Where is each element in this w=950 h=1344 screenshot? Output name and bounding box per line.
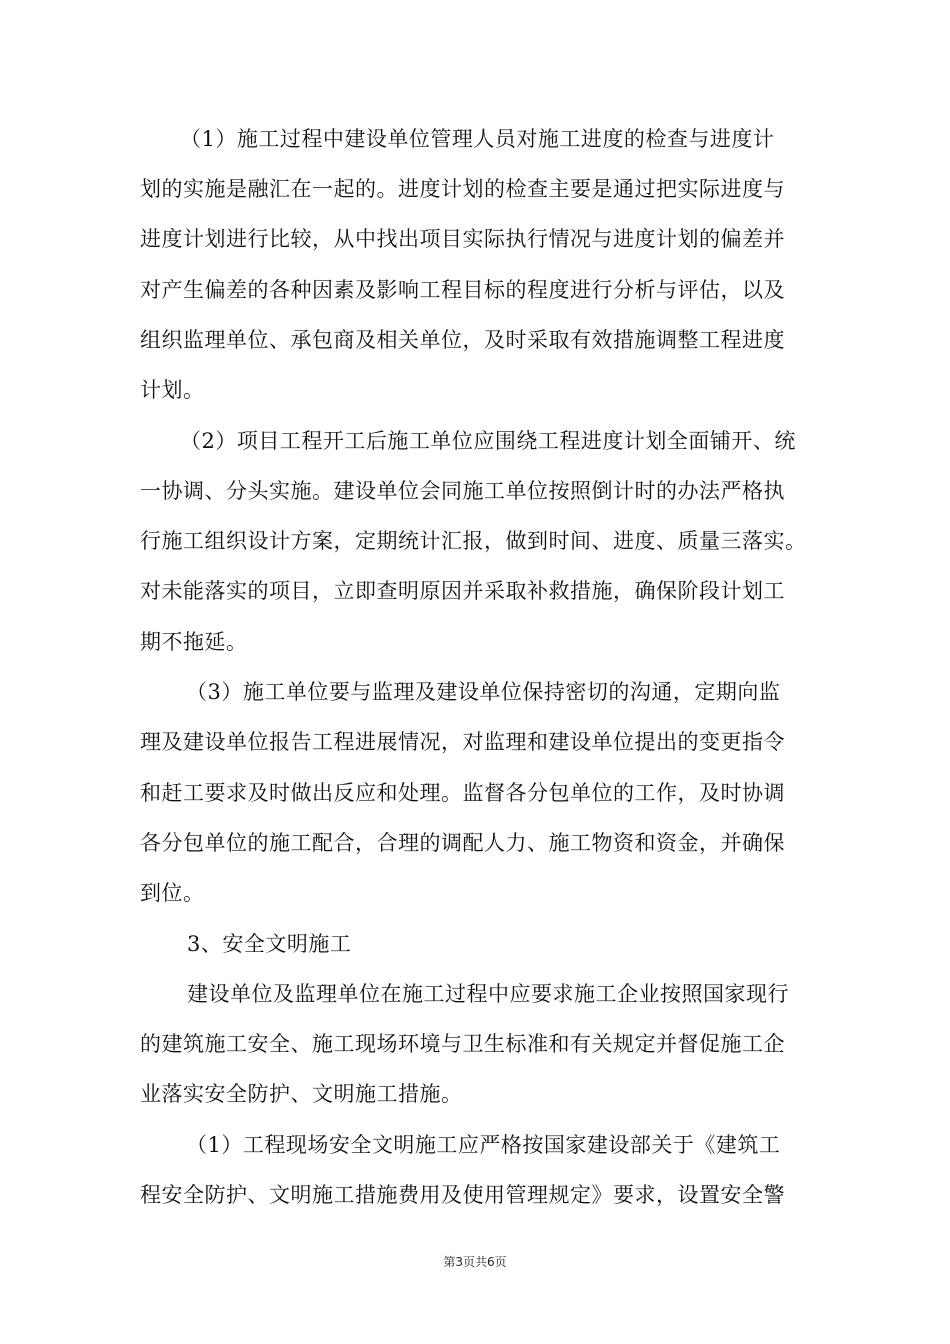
paragraph-line: （3）施工单位要与监理及建设单位保持密切的沟通，定期向监 <box>186 680 781 704</box>
paragraph-line: 划的实施是融汇在一起的。进度计划的检查主要是通过把实际进度与 <box>140 177 785 201</box>
paragraph-line: 和赶工要求及时做出反应和处理。监督各分包单位的工作，及时协调 <box>140 781 785 805</box>
paragraph-line: （1）施工过程中建设单位管理人员对施工进度的检查与进度计 <box>180 127 775 151</box>
paragraph-line: 各分包单位的施工配合，合理的调配人力、施工物资和资金，并确保 <box>140 831 785 855</box>
paragraph-line: 一协调、分头实施。建设单位会同施工单位按照倒计时的办法严格执 <box>140 479 785 503</box>
paragraph-line: 进度计划进行比较，从中找出项目实际执行情况与进度计划的偏差并 <box>140 227 785 251</box>
paragraph-line: 行施工组织设计方案，定期统计汇报，做到时间、进度、质量三落实。 <box>140 529 807 553</box>
paragraph-line: 的建筑施工安全、施工现场环境与卫生标准和有关规定并督促施工企 <box>140 1032 785 1056</box>
paragraph-line: 业落实安全防护、文明施工措施。 <box>140 1082 463 1106</box>
paragraph-line: 期不拖延。 <box>140 630 248 654</box>
paragraph-line: 计划。 <box>140 378 205 402</box>
paragraph-line: 到位。 <box>140 881 205 905</box>
page-number-footer: 第3页共6页 <box>443 1255 507 1269</box>
paragraph-line: 组织监理单位、承包商及相关单位，及时采取有效措施调整工程进度 <box>140 328 785 352</box>
paragraph-line: 对产生偏差的各种因素及影响工程目标的程度进行分析与评估，以及 <box>140 278 785 302</box>
paragraph-line: 理及建设单位报告工程进展情况，对监理和建设单位提出的变更指令 <box>140 730 785 754</box>
section-heading: 3、安全文明施工 <box>187 932 352 956</box>
paragraph-line: 对未能落实的项目，立即查明原因并采取补救措施，确保阶段计划工 <box>140 579 785 603</box>
paragraph-line: （2）项目工程开工后施工单位应围绕工程进度计划全面铺开、统 <box>180 429 796 453</box>
paragraph-line: 程安全防护、文明施工措施费用及使用管理规定》要求，设置安全警 <box>140 1183 785 1207</box>
paragraph-line: （1）工程现场安全文明施工应严格按国家建设部关于《建筑工 <box>186 1133 781 1157</box>
paragraph-line: 建设单位及监理单位在施工过程中应要求施工企业按照国家现行 <box>187 982 789 1006</box>
